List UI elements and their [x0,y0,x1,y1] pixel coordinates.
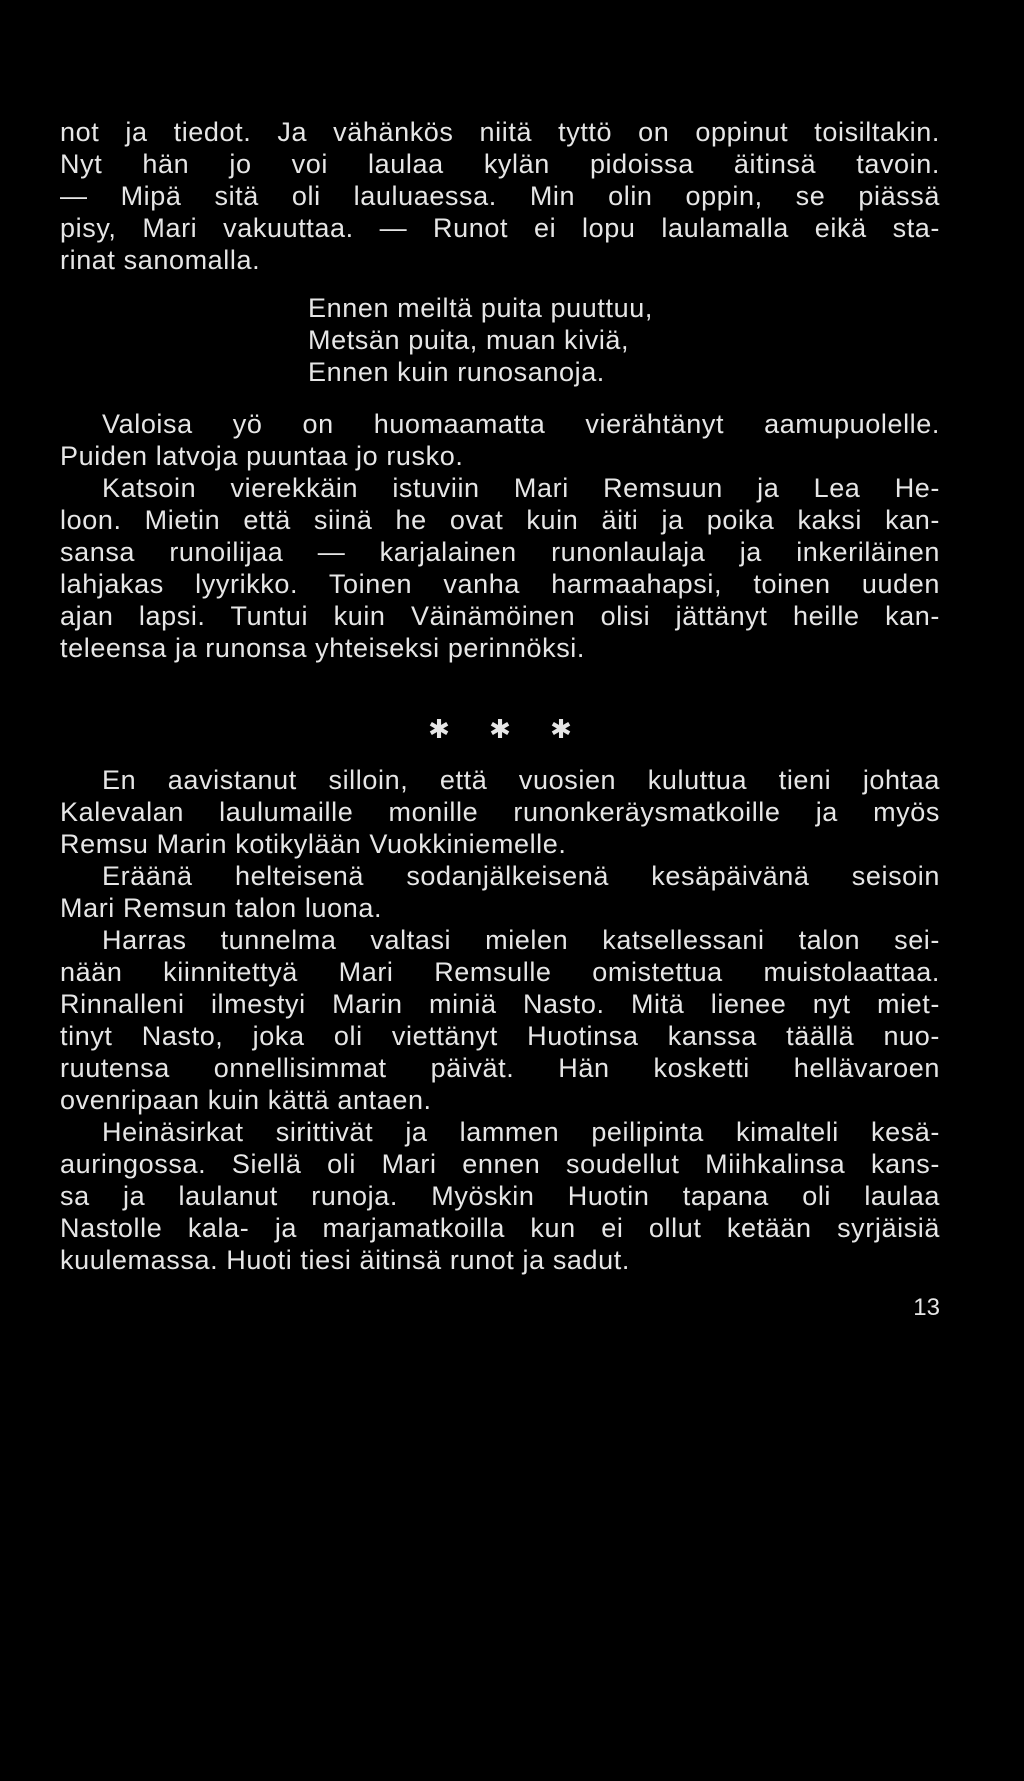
asterisk-icon: ✱ [550,714,572,744]
book-page [60,0,940,1781]
text-line: — Mipä sitä oli lauluaessa. Min olin oppin, se piässä [60,181,940,211]
text-line: Nyt hän jo voi laulaa kylän pidoissa äitinsä tavoin. [60,149,940,179]
text-line: Katsoin vierekkäin istuviin Mari Remsuun ja Lea He- [102,473,940,503]
text-line: Valoisa yö on huomaamatta vierähtänyt aamupuolelle. [102,409,940,439]
asterisk-icon: ✱ [489,714,511,744]
text-line: teleensa ja runonsa yhteiseksi perinnöksi. [60,633,585,663]
text-line: En aavistanut silloin, että vuosien kuluttua tieni johtaa [102,765,940,795]
text-line: ovenripaan kuin kättä antaen. [60,1085,432,1115]
section-separator [60,713,940,745]
text-line: auringossa. Siellä oli Mari ennen soudellut Miihkalinsa kans- [60,1149,940,1179]
text-line: lahjakas lyyrikko. Toinen vanha harmaahapsi, toinen uuden [60,569,940,599]
text-line: rinat sanomalla. [60,245,261,275]
text-line: Mari Remsun talon luona. [60,893,383,923]
text-line: Puiden latvoja puuntaa jo rusko. [60,441,464,471]
text-line: sansa runoilijaa — karjalainen runonlaulaja ja inkeriläinen [60,537,940,567]
page-number: 13 [913,1294,940,1321]
text-line: ruutensa onnellisimmat päivät. Hän kosketti hellävaroen [60,1053,940,1083]
text-line: Harras tunnelma valtasi mielen katsellessani talon sei- [102,925,940,955]
text-line: kuulemassa. Huoti tiesi äitinsä runot ja sadut. [60,1245,630,1275]
text-line: Heinäsirkat sirittivät ja lammen peilipinta kimalteli kesä- [102,1117,940,1147]
text-line: Eräänä helteisenä sodanjälkeisenä kesäpäivänä seisoin [102,861,940,891]
text-line: Rinnalleni ilmestyi Marin miniä Nasto. Mitä lienee nyt miet- [60,989,940,1019]
verse-line: Ennen meiltä puita puuttuu, [308,293,653,323]
text-line: Kalevalan laulumaille monille runonkeräysmatkoille ja myös [60,797,940,827]
verse-line: Metsän puita, muan kiviä, [308,325,630,355]
text-line: sa ja laulanut runoja. Myöskin Huotin tapana oli laulaa [60,1181,940,1211]
text-line: Nastolle kala- ja marjamatkoilla kun ei ollut ketään syrjäisiä [60,1213,940,1243]
text-line: nään kiinnitettyä Mari Remsulle omistettua muistolaattaa. [60,957,940,987]
verse-line: Ennen kuin runosanoja. [308,357,605,387]
text-line: pisy, Mari vakuuttaa. — Runot ei lopu laulamalla eikä sta- [60,213,940,243]
text-line: loon. Mietin että siinä he ovat kuin äiti ja poika kaksi kan- [60,505,940,535]
text-line: tinyt Nasto, joka oli viettänyt Huotinsa kanssa täällä nuo- [60,1021,940,1051]
text-line: ajan lapsi. Tuntui kuin Väinämöinen olisi jättänyt heille kan- [60,601,940,631]
asterisk-icon: ✱ [428,714,450,744]
text-line: not ja tiedot. Ja vähänkös niitä tyttö on oppinut toisiltakin. [60,117,940,147]
text-line: Remsu Marin kotikylään Vuokkiniemelle. [60,829,567,859]
